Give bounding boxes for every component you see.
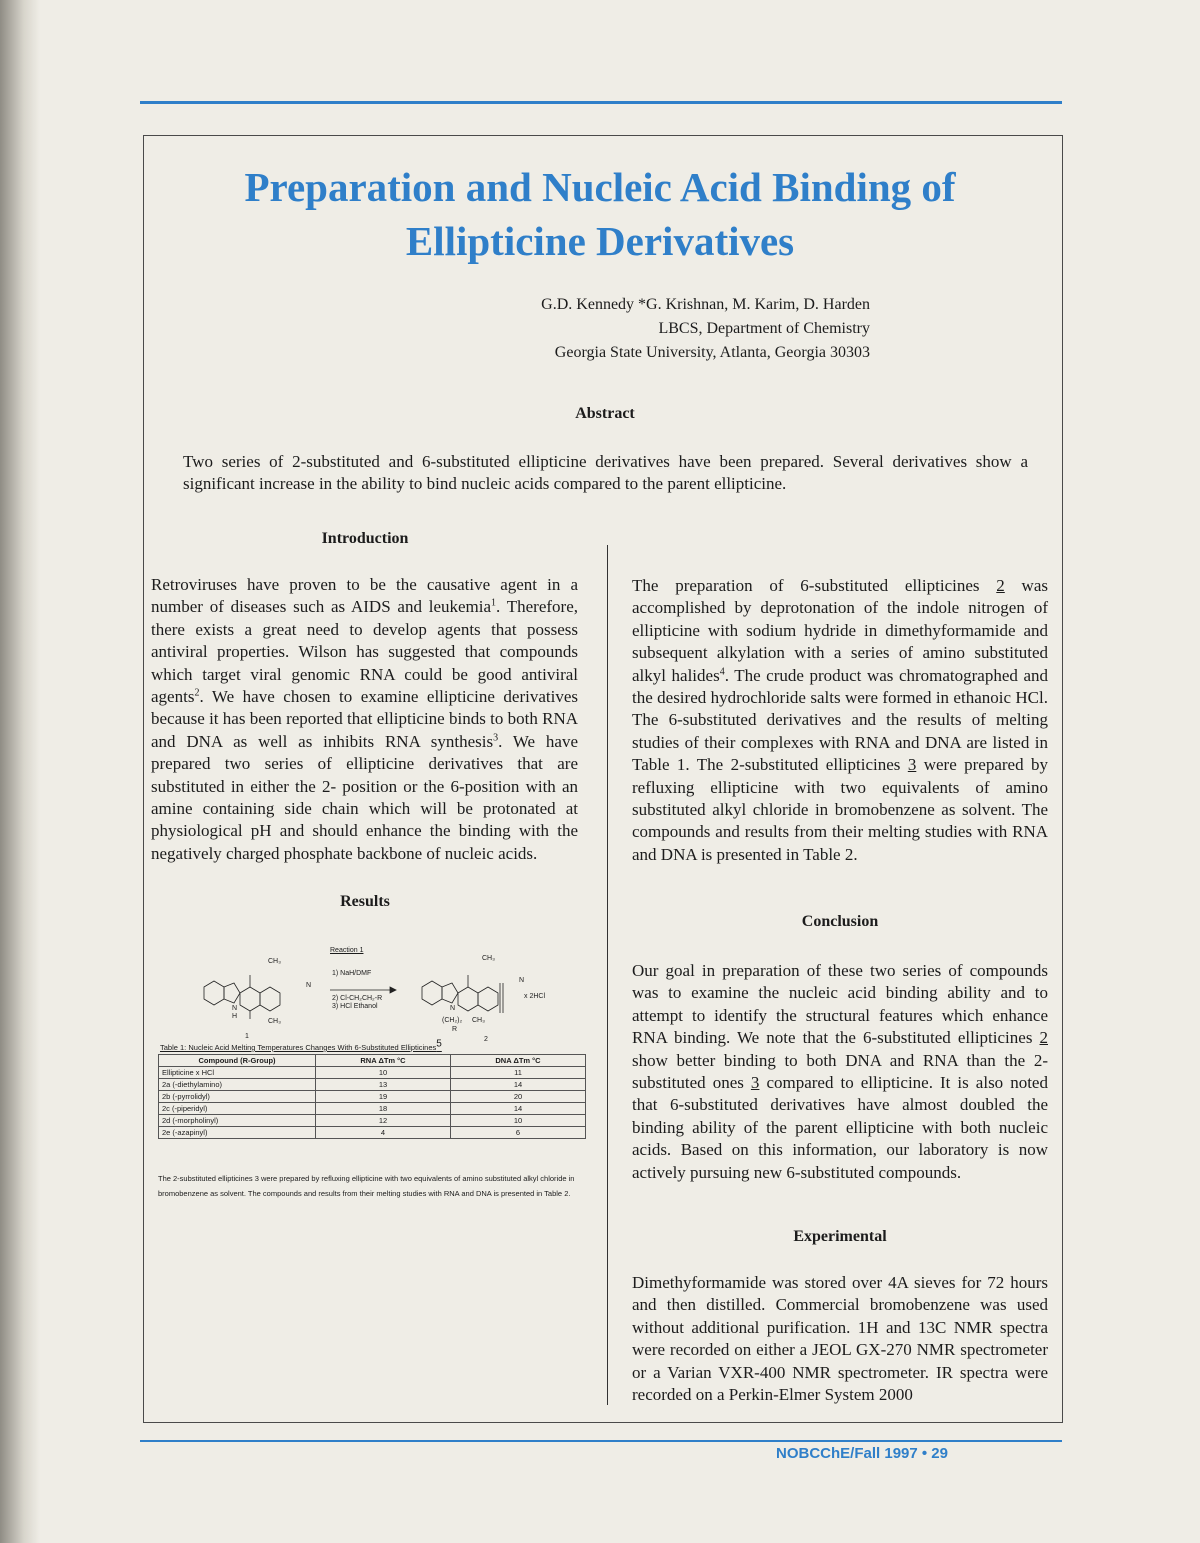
compound-cell: Ellipticine x HCl bbox=[159, 1067, 316, 1079]
column-header-dna: DNA ΔTm °C bbox=[451, 1055, 586, 1067]
r-group: R bbox=[452, 1026, 458, 1033]
central-ring-2 bbox=[458, 987, 478, 1011]
pyridine-n-1: N bbox=[306, 982, 312, 989]
dna-cell: 10 bbox=[451, 1115, 586, 1127]
top-rule bbox=[140, 101, 1062, 104]
reagent-2: 2) Cl-CH₂CH₂-R bbox=[332, 995, 383, 1002]
reaction-scheme bbox=[160, 945, 585, 1045]
dna-cell: 14 bbox=[451, 1103, 586, 1115]
title-line-2: Ellipticine Derivatives bbox=[405, 218, 795, 264]
pyridine-ring-2 bbox=[478, 987, 498, 1011]
pyridine-n-2: N bbox=[519, 977, 525, 984]
column-divider bbox=[607, 545, 608, 1405]
results-heading: Results bbox=[340, 893, 390, 910]
dna-cell: 11 bbox=[451, 1067, 586, 1079]
affiliation: LBCS, Department of Chemistry bbox=[658, 320, 870, 337]
experimental-text: Dimethyformamide was stored over 4A sieves for 72 hours and then distilled. Commercial bromobenzene was used without additional purification. 1H and 13C NMR spectra were recorded on either a JEOL GX-270 NMR spectrometer or a Varian VXR-400 NMR spectrometer. IR spectra were recorded on a Perkin-Elmer System 2000 bbox=[632, 1273, 1048, 1405]
compound-cell: 2d (-morpholinyl) bbox=[159, 1115, 316, 1127]
compound-cell: 2b (-pyrrolidyl) bbox=[159, 1091, 316, 1103]
benzene-ring-1 bbox=[204, 981, 224, 1005]
conclusion-text: Our goal in preparation of these two series of compounds was to examine the nucleic acid binding ability and to attempt to identify the structural features which enhance RNA binding. We note that the 6-substituted ellipticines 2 show better binding to both DNA and RNA than the 2-substituted ones 3 compared to ellipticine. It is also noted that 6-substituted derivatives have almost doubled the binding ability of the parent ellipticine with both nucleic acids. Based on this information, our laboratory is now actively pursuing new 6-substituted compounds. bbox=[632, 961, 1048, 1182]
compound-cell: 2c (-piperidyl) bbox=[159, 1103, 316, 1115]
table-row bbox=[159, 1067, 586, 1079]
indole-nh-n: N bbox=[232, 1005, 238, 1012]
page-footer: NOBCChE/Fall 1997 • 29 bbox=[776, 1445, 948, 1462]
benzene-ring-2 bbox=[422, 981, 442, 1005]
rna-cell: 19 bbox=[316, 1091, 451, 1103]
column-header-rna: RNA ΔTm °C bbox=[316, 1055, 451, 1067]
title-line-1: Preparation and Nucleic Acid Binding of bbox=[244, 164, 956, 210]
table-caption: Table 1: Nucleic Acid Melting Temperatures Changes With 6-Substituted Ellipticines$^5$ bbox=[160, 1038, 442, 1052]
author-block bbox=[400, 293, 870, 365]
pyrrole-ring-1 bbox=[224, 983, 240, 1003]
compound-1-label: 1 bbox=[245, 1033, 249, 1040]
central-ring-1 bbox=[240, 987, 260, 1011]
ch3-bottom-2: CH₃ bbox=[472, 1017, 485, 1024]
rna-cell: 13 bbox=[316, 1079, 451, 1091]
reagent-1: 1) NaH/DMF bbox=[332, 970, 372, 977]
bottom-rule bbox=[140, 1440, 1062, 1442]
conclusion-heading: Conclusion bbox=[801, 913, 879, 930]
rna-cell: 10 bbox=[316, 1067, 451, 1079]
rna-cell: 18 bbox=[316, 1103, 451, 1115]
reagent-3: 3) HCl Ethanol bbox=[332, 1003, 378, 1010]
melting-temperature-table bbox=[158, 1054, 586, 1139]
abstract-text: Two series of 2-substituted and 6-substituted ellipticine derivatives have been prepared. Several derivatives show a significant increase in the ability to bind nucleic acids compared to the parent ellipticine. bbox=[183, 452, 1028, 493]
compound-cell: 2a (-diethylamino) bbox=[159, 1079, 316, 1091]
table-header-row bbox=[159, 1055, 586, 1067]
compound-2-label: 2 bbox=[484, 1036, 488, 1043]
column-header-compound: Compound (R-Group) bbox=[159, 1055, 316, 1067]
experimental-heading: Experimental bbox=[793, 1228, 887, 1245]
authors: G.D. Kennedy *G. Krishnan, M. Karim, D. Harden bbox=[541, 296, 870, 313]
article-title bbox=[150, 160, 1050, 268]
salt-label: x 2HCl bbox=[524, 993, 546, 1000]
table-note: The 2-substituted ellipticines 3 were prepared by refluxing ellipticine with two equivalents of amino substituted alkyl chloride in bromobenzene as solvent. The compounds and results from their melting studies with RNA and DNA is presented in Table 2. bbox=[158, 1174, 575, 1198]
binding-shadow bbox=[0, 0, 40, 1543]
dna-cell: 6 bbox=[451, 1127, 586, 1139]
table-row bbox=[159, 1079, 586, 1091]
rna-cell: 12 bbox=[316, 1115, 451, 1127]
dna-cell: 20 bbox=[451, 1091, 586, 1103]
ch3-top-2: CH₃ bbox=[482, 955, 495, 962]
introduction-heading: Introduction bbox=[321, 530, 409, 547]
pyridine-ring-1 bbox=[260, 987, 280, 1011]
indole-n-2: N bbox=[450, 1005, 456, 1012]
abstract-heading: Abstract bbox=[575, 405, 635, 422]
table-row bbox=[159, 1115, 586, 1127]
side-chain: (CH₂)₂ bbox=[442, 1017, 463, 1024]
reaction-label: Reaction 1 bbox=[330, 947, 364, 954]
table-row bbox=[159, 1091, 586, 1103]
table-row bbox=[159, 1127, 586, 1139]
compound-cell: 2e (-azapinyl) bbox=[159, 1127, 316, 1139]
introduction-text: Retroviruses have proven to be the causative agent in a number of diseases such as AIDS and leukemia$^1$. Therefore, there exists a great need to develop agents that possess antiviral properties. Wilson has suggested that compounds which target viral genomic RNA could be good antiviral agents$^2$. We have chosen to examine ellipticine derivatives because it has been reported that ellipticine binds to both RNA and DNA as well as inhibits RNA synthesis$^3$. We have prepared two series of ellipticine derivatives that are substituted in either the 2- position or the 6-position with an amine containing side chain which will be protonated at physiological pH and should enhance the binding with the negatively charged phosphate backbone of nucleic acids. bbox=[151, 575, 579, 863]
dna-cell: 14 bbox=[451, 1079, 586, 1091]
ch3-bottom-1: CH₃ bbox=[268, 1018, 281, 1025]
pyrrole-ring-2 bbox=[442, 983, 458, 1003]
ch3-top-1: CH₃ bbox=[268, 958, 281, 965]
table-row bbox=[159, 1103, 586, 1115]
preparation-text: The preparation of 6-substituted ellipticines 2 was accomplished by deprotonation of the indole nitrogen of ellipticine with sodium hydride in dimethyformamide and subsequent alkylation with a series of amino substituted alkyl halides$^4$. The crude product was chromatographed and the desired hydrochloride salts were formed in ethanoic HCl. The 6-substituted derivatives and the results of melting studies of their complexes with RNA and DNA are listed in Table 1. The 2-substituted ellipticines 3 were prepared by refluxing ellipticine with two equivalents of amino substituted alkyl chloride in bromobenzene as solvent. The compounds and results from their melting studies with RNA and DNA is presented in Table 2. bbox=[632, 576, 1048, 864]
rna-cell: 4 bbox=[316, 1127, 451, 1139]
indole-nh-h: H bbox=[232, 1013, 238, 1020]
address: Georgia State University, Atlanta, Georgia 30303 bbox=[554, 344, 870, 361]
